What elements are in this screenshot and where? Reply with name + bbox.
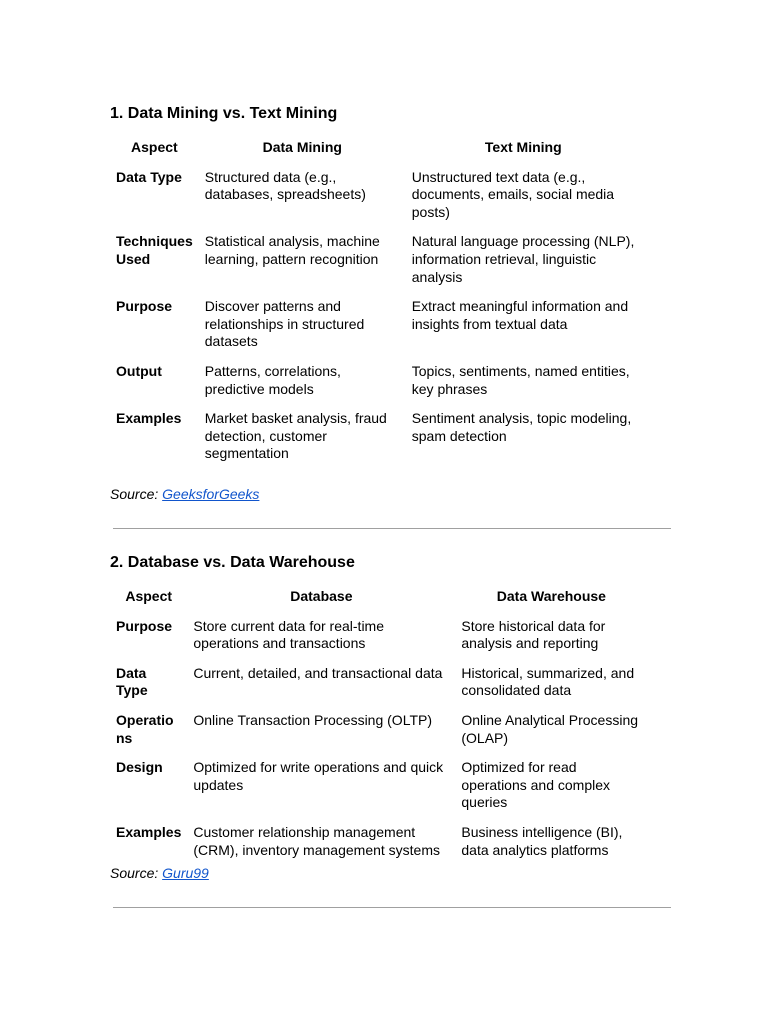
section-database-vs-data-warehouse (110, 553, 672, 871)
table-header-row (110, 135, 641, 169)
row-aspect: Examples (116, 410, 182, 427)
row-aspect: Examples (116, 823, 182, 840)
table-row (110, 363, 641, 410)
table-cell: Patterns, correlations, predictive models (204, 362, 341, 397)
table-cell: Extract meaningful information and insights from textual data (411, 298, 629, 332)
row-aspect: Techniques Used (116, 233, 193, 267)
comparison-table (110, 135, 641, 475)
column-header-data-warehouse: Data Warehouse (496, 588, 606, 604)
column-header-data-mining: Data Mining (262, 139, 342, 155)
table-cell: Topics, sentiments, named entities, key phrases (411, 362, 630, 397)
row-aspect: Data Type (116, 168, 182, 185)
row-aspect: Operations (116, 711, 174, 746)
table-cell: Store historical data for analysis and reporting (461, 617, 606, 652)
table-cell: Optimized for write operations and quick updates (193, 759, 444, 793)
table-cell: Market basket analysis, fraud detection, customer segmentation (204, 410, 387, 462)
source-label: Source: (110, 486, 163, 502)
column-header-text-mining: Text Mining (484, 139, 562, 155)
table-cell: Historical, summarized, and consolidated data (461, 664, 635, 699)
source-citation (110, 485, 259, 503)
table-cell: Business intelligence (BI), data analytics platforms (461, 823, 623, 858)
table-cell: Optimized for read operations and complex queries (461, 759, 611, 811)
source-citation (110, 864, 209, 882)
table-cell: Discover patterns and relationships in structured datasets (204, 298, 365, 350)
table-cell: Structured data (e.g., databases, spreadsheets) (204, 168, 366, 203)
horizontal-divider (113, 528, 671, 529)
table-cell: Online Analytical Processing (OLAP) (461, 711, 639, 746)
table-row (110, 233, 641, 298)
table-cell: Store current data for real-time operations and transactions (193, 617, 385, 652)
table-row (110, 410, 641, 475)
row-aspect: Purpose (116, 617, 173, 634)
table-header-row (110, 584, 647, 618)
source-link-guru99[interactable]: Guru99 (162, 865, 209, 881)
row-aspect: Design (116, 759, 163, 776)
table-cell: Current, detailed, and transactional data (193, 664, 443, 681)
row-aspect: Data Type (116, 664, 148, 699)
table-cell: Sentiment analysis, topic modeling, spam detection (411, 410, 632, 444)
table-cell: Online Transaction Processing (OLTP) (193, 711, 432, 728)
table-row (110, 618, 647, 665)
comparison-table (110, 584, 647, 871)
column-header-database: Database (290, 588, 353, 604)
section-heading: 2. Database vs. Data Warehouse (110, 554, 355, 571)
row-aspect: Output (116, 362, 162, 379)
table-row (110, 169, 641, 234)
table-row (110, 759, 647, 824)
section-data-mining-vs-text-mining (110, 104, 672, 475)
source-link-geeksforgeeks[interactable]: GeeksforGeeks (162, 486, 260, 502)
table-cell: Statistical analysis, machine learning, pattern recognition (204, 233, 380, 267)
table-row (110, 665, 647, 712)
row-aspect: Purpose (116, 298, 173, 315)
table-cell: Customer relationship management (CRM), inventory management systems (193, 823, 441, 858)
source-label: Source: (110, 865, 163, 881)
section-heading: 1. Data Mining vs. Text Mining (110, 105, 338, 122)
column-header-aspect: Aspect (125, 588, 173, 604)
horizontal-divider (113, 907, 671, 908)
table-row (110, 298, 641, 363)
column-header-aspect: Aspect (131, 139, 178, 155)
table-cell: Unstructured text data (e.g., documents, emails, social media posts) (411, 168, 615, 220)
table-cell: Natural language processing (NLP), information retrieval, linguistic analysis (411, 233, 635, 285)
table-row (110, 712, 647, 759)
